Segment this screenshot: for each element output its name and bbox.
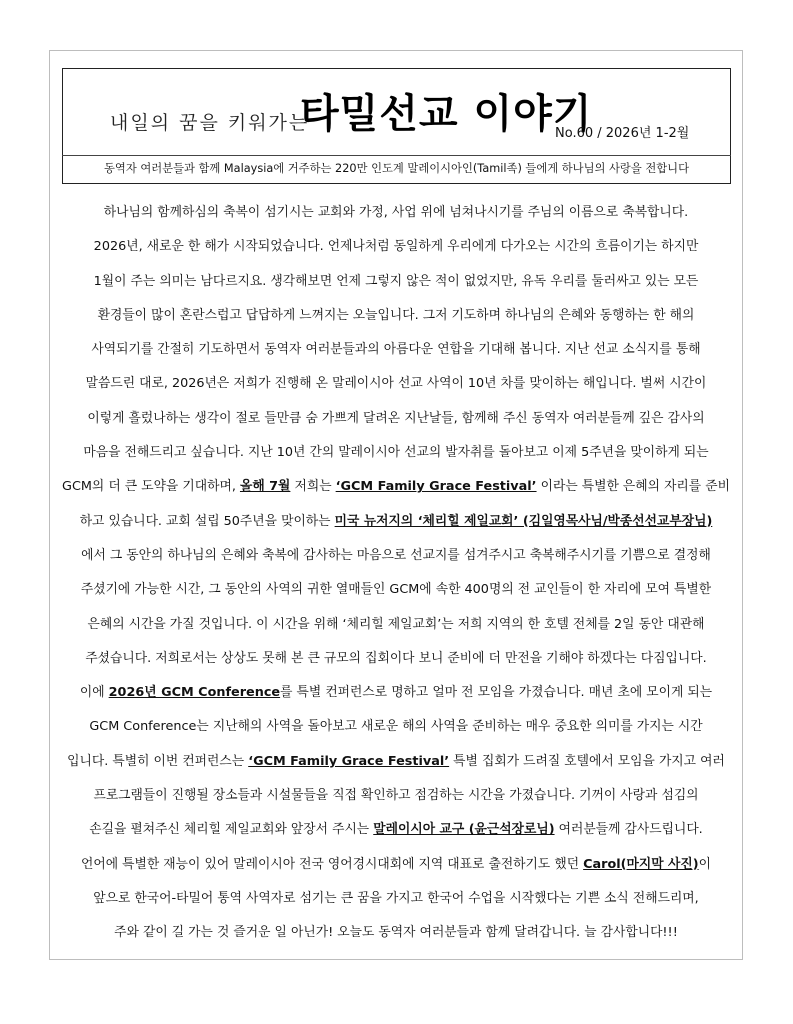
text-run: 이에 <box>79 685 109 701</box>
header-tagline: 내일의 꿈을 키워가는 <box>110 112 310 134</box>
text-run: 이 <box>698 856 711 872</box>
highlight-parish: 말레이시아 교구 (윤근석장로님) <box>373 822 555 838</box>
header-subtitle: 동역자 여러분들과 함께 Malaysia에 거주하는 220만 인도계 말레이시아인(Tamil족) 들에게 하나님의 사랑을 전합니다 <box>104 162 689 175</box>
paragraph-line <box>58 745 734 779</box>
highlight-carol: Carol(마지막 사진) <box>583 856 699 872</box>
text-run: 손길을 펼쳐주신 체리힐 제일교회와 앞장서 주시는 <box>89 822 374 838</box>
header-divider <box>62 155 731 156</box>
paragraph-line: GCM Conference는 지난해의 사역을 돌아보고 새로운 해의 사역을 준비하는 매우 중요한 의미를 가지는 시간 <box>89 719 703 735</box>
paragraph-line: 말씀드린 대로, 2026년은 저희가 진행해 온 말레이시아 선교 사역이 10년 차를 맞이하는 해입니다. 벌써 시간이 <box>85 376 707 392</box>
highlight-festival: ‘GCM Family Grace Festival’ <box>248 753 450 769</box>
paragraph-line: 에서 그 동안의 하나님의 은혜와 축복에 감사하는 마음으로 선교지를 섬겨주시고 축복해주시기를 기쁨으로 결정해 <box>81 547 711 563</box>
paragraph-line: 2026년, 새로운 한 해가 시작되었습니다. 언제나처럼 동일하게 우리에게 다가오는 시간의 흐름이기는 하지만 <box>93 239 699 255</box>
text-run: 저희는 <box>290 479 336 495</box>
paragraph-line <box>58 505 734 539</box>
paragraph-line: 은혜의 시간을 가질 것입니다. 이 시간을 위해 ‘체리힐 제일교회’는 저희 지역의 한 호텔 전체를 2일 동안 대관해 <box>87 616 705 632</box>
text-run: 를 특별 컨퍼런스로 명하고 얼마 전 모임을 가졌습니다. 매년 초에 모이게 되는 <box>280 685 713 701</box>
text-run: 언어에 특별한 재능이 있어 말레이시아 전국 영어경시대회에 지역 대표로 출전하기도 했던 <box>81 856 584 872</box>
paragraph-line: 마음을 전해드리고 싶습니다. 지난 10년 간의 말레이시아 선교의 발자취를 돌아보고 이제 5주년을 맞이하게 되는 <box>83 445 709 461</box>
text-run: 여러분들께 감사드립니다. <box>554 822 703 838</box>
paragraph-line: 앞으로 한국어-타밀어 통역 사역자로 섬기는 큰 꿈을 가지고 한국어 수업을 시작했다는 기쁜 소식 전해드리며, <box>93 890 699 906</box>
highlight-church: 미국 뉴저지의 ‘체리힐 제일교회’ (김일영목사님/박종선선교부장님) <box>334 513 713 529</box>
paragraph-line <box>58 470 734 504</box>
paragraph-line <box>58 813 734 847</box>
letter-body <box>58 196 734 951</box>
highlight-conference: 2026년 GCM Conference <box>108 685 281 701</box>
paragraph-line: 주와 같이 길 가는 것 즐거운 일 아닌가! 오늘도 동역자 여러분들과 함께 달려갑니다. 늘 감사합니다!!! <box>114 925 678 941</box>
paragraph-line: 주셨습니다. 저희로서는 상상도 못해 본 큰 규모의 집회이다 보니 준비에 더 만전을 기해야 하겠다는 다짐입니다. <box>85 650 707 666</box>
newsletter-title: 타밀선교 이야기 <box>300 91 593 137</box>
text-run: 특별 집회가 드려질 호텔에서 모임을 가지고 여러 <box>449 753 725 769</box>
paragraph-line <box>58 848 734 882</box>
highlight-festival: ‘GCM Family Grace Festival’ <box>335 479 537 495</box>
paragraph-line: 프로그램들이 진행될 장소들과 시설물들을 직접 확인하고 점검하는 시간을 가졌습니다. 기꺼이 사랑과 섬김의 <box>93 788 699 804</box>
paragraph-line: 하나님의 함께하심의 축복이 섬기시는 교회와 가정, 사업 위에 넘쳐나시기를 주님의 이름으로 축복합니다. <box>103 205 689 220</box>
text-run: 이라는 특별한 은혜의 자리를 준비 <box>536 479 730 495</box>
text-run: 하고 있습니다. 교회 설립 50주년을 맞이하는 <box>79 513 335 529</box>
paragraph-line: 환경들이 많이 혼란스럽고 답답하게 느껴지는 오늘입니다. 그저 기도하며 하나님의 은혜와 동행하는 한 해의 <box>97 307 695 323</box>
highlight-date: 올해 7월 <box>239 479 291 495</box>
paragraph-line: 이렇게 흘렀나하는 생각이 절로 들만큼 숨 가쁘게 달려온 지난날들, 함께해 주신 동역자 여러분들께 깊은 감사의 <box>87 410 705 426</box>
paragraph-line <box>58 676 734 710</box>
paragraph-line: 주셨기에 가능한 시간, 그 동안의 사역의 귀한 열매들인 GCM에 속한 400명의 전 교인들이 한 자리에 모여 특별한 <box>80 582 712 598</box>
issue-number: No.60 / 2026년 1-2월 <box>555 126 690 141</box>
paragraph-line: 1월이 주는 의미는 남다르지요. 생각해보면 언제 그렇지 않은 적이 없었지만, 유독 우리를 둘러싸고 있는 모든 <box>93 273 699 289</box>
paragraph-line: 사역되기를 간절히 기도하면서 동역자 여러분들과의 아름다운 연합을 기대해 봅니다. 지난 선교 소식지를 통해 <box>91 342 701 358</box>
text-run: 입니다. 특별히 이번 컨퍼런스는 <box>67 753 249 769</box>
text-run: GCM의 더 큰 도약을 기대하며, <box>62 479 240 495</box>
